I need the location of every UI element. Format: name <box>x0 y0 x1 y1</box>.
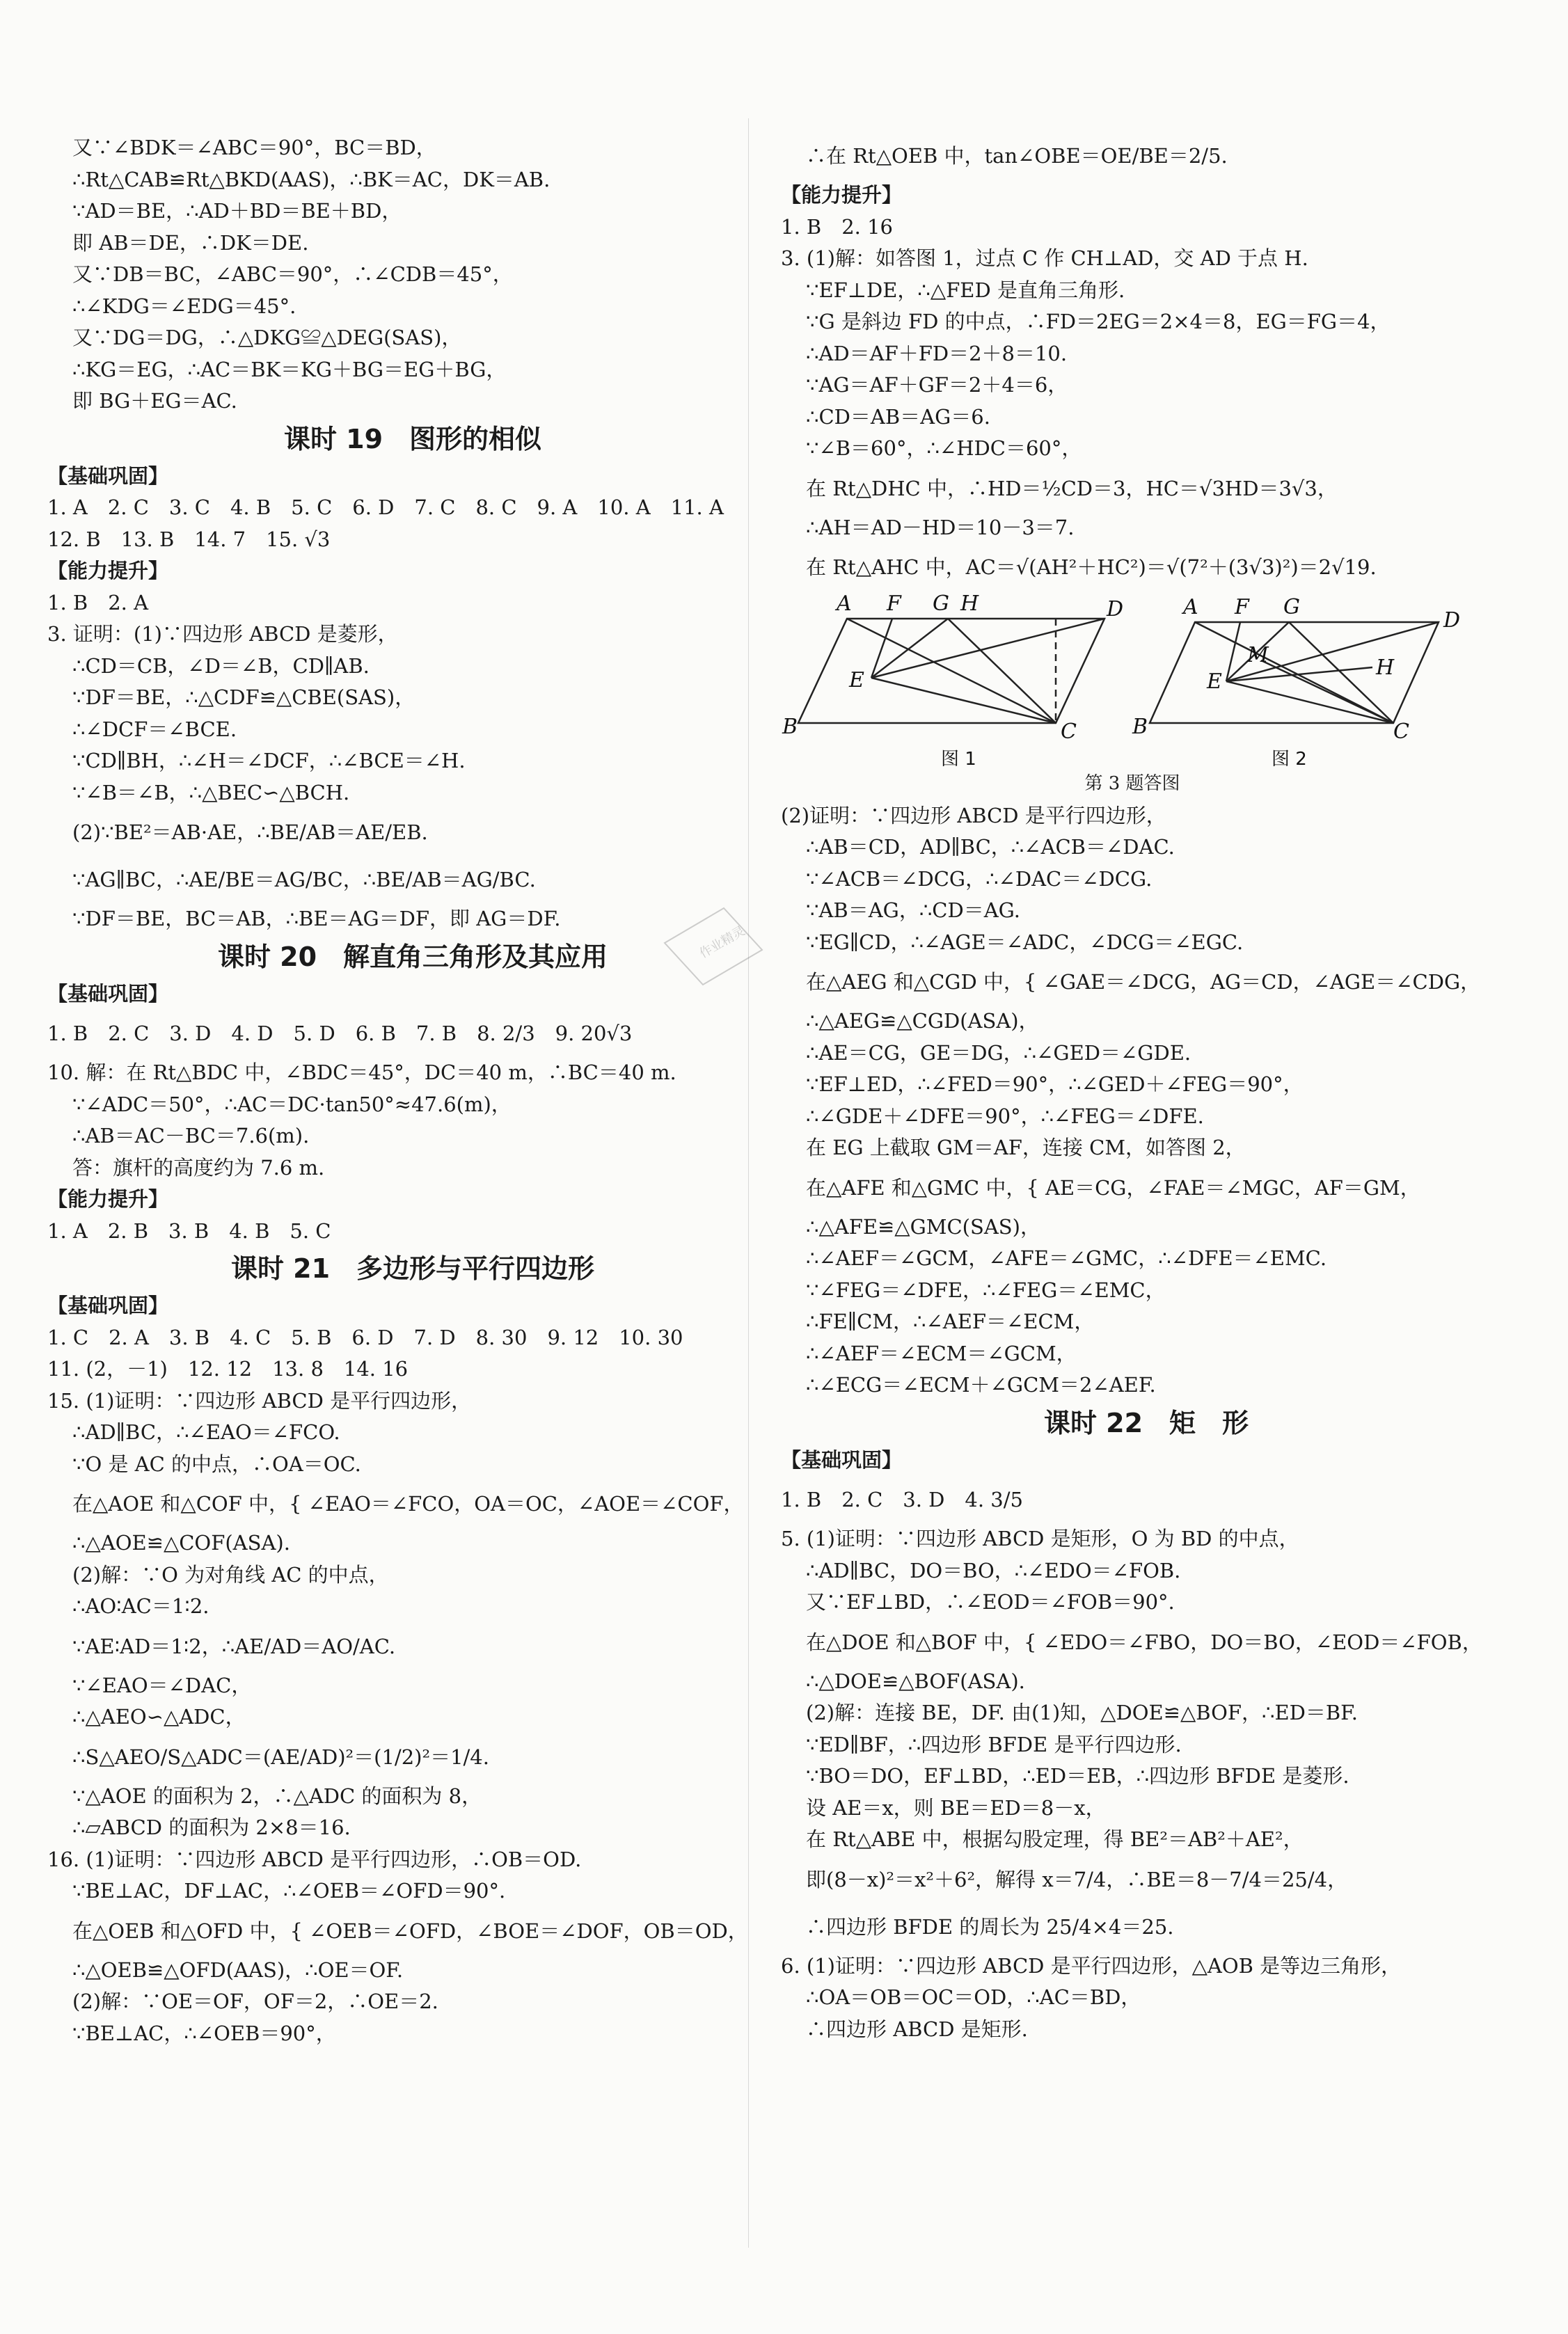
answer-row: 11. (2，－1) 12. 12 13. 8 14. 16 <box>47 1357 409 1381</box>
text-line: ∴Rt△CAB≌Rt△BKD(AAS)，∴BK＝AC，DK＝AB. <box>72 167 551 191</box>
text-line: 在△OEB 和△OFD 中，{ ∠OEB＝∠OFD，∠BOE＝∠DOF，OB＝OD， <box>72 1919 748 1943</box>
left-column <box>47 132 750 2049</box>
fig1-label: E <box>849 668 864 692</box>
text-line: ∴∠KDG＝∠EDG＝45°. <box>72 294 296 318</box>
text-line: ∵AB＝AG，∴CD＝AG. <box>806 898 1020 922</box>
text-line: ∴∠AEF＝∠GCM，∠AFE＝∠GMC，∴∠DFE＝∠EMC. <box>806 1246 1327 1270</box>
text-line: ∵BE⊥AC，∴∠OEB＝90°， <box>72 2021 336 2045</box>
fig2-label: C <box>1393 720 1409 744</box>
text-line: ∵∠B＝∠B，∴△BEC∽△BCH. <box>72 780 350 804</box>
answer-row: 1. A 2. C 3. C 4. B 5. C 6. D 7. C 8. C 9. A 10. A 11. A <box>47 495 724 519</box>
answer-figure-group <box>781 591 1484 768</box>
text-line: 在 Rt△AHC 中，AC＝√(AH²＋HC²)＝√(7²＋(3√3)²)＝2√19. <box>806 555 1377 579</box>
text-line: 又∵∠BDK＝∠ABC＝90°，BC＝BD， <box>72 136 436 159</box>
fig1-label: A <box>837 592 852 616</box>
fig2-label: M <box>1247 643 1269 667</box>
text-line: 10. 解：在 Rt△BDC 中，∠BDC＝45°，DC＝40 m，∴BC＝40 m. <box>47 1061 676 1084</box>
text-line: ∵EF⊥DE，∴△FED 是直角三角形. <box>806 278 1125 302</box>
fig2-label: B <box>1132 715 1148 739</box>
text-line: ∴AD∥BC，DO＝BO，∴∠EDO＝∠FOB. <box>806 1558 1181 1582</box>
text-line: 在△AOE 和△COF 中，{ ∠EAO＝∠FCO，OA＝OC，∠AOE＝∠COF， <box>72 1492 744 1516</box>
text-line: ∴∠GDE＋∠DFE＝90°，∴∠FEG＝∠DFE. <box>806 1104 1204 1128</box>
text-line: 3. 证明：(1)∵四边形 ABCD 是菱形， <box>47 622 398 646</box>
text-line: ∴OA＝OB＝OC＝OD，∴AC＝BD， <box>806 1985 1141 2009</box>
text-line: 即 BG＋EG＝AC. <box>72 389 237 413</box>
text-line: ∴AB＝CD，AD∥BC，∴∠ACB＝∠DAC. <box>806 835 1175 859</box>
text-line: ∴S△AEO/S△ADC＝(AE/AD)²＝(1/2)²＝1/4. <box>72 1745 489 1769</box>
fig2-label: E <box>1207 669 1222 694</box>
text-line: ∴△AEG≌△CGD(ASA)， <box>806 1009 1039 1033</box>
section-header: 【基础巩固】 <box>781 1447 903 1472</box>
section-header: 【基础巩固】 <box>47 981 169 1006</box>
text-line: ∵O 是 AC 的中点，∴OA＝OC. <box>72 1452 361 1476</box>
stamp-text: 作业精灵 <box>697 923 748 962</box>
text-line: ∴∠AEF＝∠ECM＝∠GCM， <box>806 1341 1077 1365</box>
text-line: ∴CD＝AB＝AG＝6. <box>806 404 990 429</box>
lesson-title: 课时 19 图形的相似 <box>283 423 542 454</box>
text-line: ∴FE∥CM，∴∠AEF＝∠ECM， <box>806 1310 1095 1333</box>
fig1-label: G <box>933 592 949 616</box>
figure-group-caption: 第 3 题答图 <box>1084 773 1180 794</box>
lesson-title: 课时 21 多边形与平行四边形 <box>230 1253 595 1284</box>
text-line: ∴AD＝AF＋FD＝2＋8＝10. <box>806 341 1068 365</box>
answer-row: 1. B 2. A <box>47 590 149 614</box>
text-line: (2)证明：∵四边形 ABCD 是平行四边形， <box>781 803 1166 827</box>
text-line: ∴AB＝AC－BC＝7.6(m). <box>72 1124 310 1148</box>
text-line: 又∵DG＝DG，∴△DKG≌△DEG(SAS)， <box>72 326 462 349</box>
fig1-label: C <box>1061 720 1077 744</box>
fig2-label: G <box>1283 595 1300 619</box>
answer-row: 1. B 2. C 3. D 4. 3/5 <box>781 1488 1023 1511</box>
text-line: (2)解：∵OE＝OF，OF＝2，∴OE＝2. <box>72 1990 438 2013</box>
fig2-label: H <box>1376 656 1395 680</box>
text-line: 在 EG 上截取 GM＝AF，连接 CM，如答图 2， <box>806 1136 1246 1159</box>
answer-row: 1. C 2. A 3. B 4. C 5. B 6. D 7. D 8. 30 9. 12 10. 30 <box>47 1325 683 1349</box>
text-line: (2)∵BE²＝AB·AE，∴BE/AB＝AE/EB. <box>72 820 428 844</box>
text-line: ∵BO＝DO，EF⊥BD，∴ED＝EB，∴四边形 BFDE 是菱形. <box>806 1764 1349 1788</box>
fig1-label: D <box>1107 597 1124 621</box>
section-header: 【基础巩固】 <box>47 1294 169 1317</box>
text-line: 3. (1)解：如答图 1，过点 C 作 CH⊥AD，交 AD 于点 H. <box>781 246 1308 270</box>
text-line: ∵EF⊥ED，∴∠FED＝90°，∴∠GED＋∠FEG＝90°， <box>806 1072 1304 1096</box>
text-line: 在△AEG 和△CGD 中，{ ∠GAE＝∠DCG，AG＝CD，∠AGE＝∠CDG， <box>806 970 1481 994</box>
geometry-figures <box>781 591 1477 768</box>
answer-row: 1. B 2. C 3. D 4. D 5. D 6. B 7. B 8. 2/3 9. 20√3 <box>47 1022 633 1045</box>
right-column <box>781 132 1484 2045</box>
text-line: (2)解：∵O 为对角线 AC 的中点， <box>72 1562 389 1587</box>
fig2-label: A <box>1183 595 1198 619</box>
figure-caption: 图 2 <box>1272 749 1307 768</box>
text-line: 在△AFE 和△GMC 中，{ AE＝CG，∠FAE＝∠MGC，AF＝GM， <box>806 1175 1420 1200</box>
text-line: ∴四边形 ABCD 是矩形. <box>806 2017 1028 2041</box>
text-line: 15. (1)证明：∵四边形 ABCD 是平行四边形， <box>47 1388 472 1413</box>
answer-row: 1. B 2. 16 <box>781 214 893 239</box>
text-line: 即 AB＝DE，∴DK＝DE. <box>72 230 309 255</box>
text-line: ∴AE＝CG，GE＝DG，∴∠GED＝∠GDE. <box>806 1040 1191 1065</box>
text-line: 5. (1)证明：∵四边形 ABCD 是矩形，O 为 BD 的中点， <box>781 1527 1299 1550</box>
text-line: ∵AG∥BC，∴AE/BE＝AG/BC，∴BE/AB＝AG/BC. <box>72 868 536 891</box>
text-line: ∵BE⊥AC，DF⊥AC，∴∠OEB＝∠OFD＝90°. <box>72 1879 506 1903</box>
text-line: ∵AE∶AD＝1∶2，∴AE/AD＝AO/AC. <box>72 1634 396 1658</box>
text-line: ∴▱ABCD 的面积为 2×8＝16. <box>72 1816 351 1839</box>
section-header: 【基础巩固】 <box>47 463 169 488</box>
text-line: ∵ED∥BF，∴四边形 BFDE 是平行四边形. <box>806 1732 1182 1756</box>
text-line: ∴四边形 BFDE 的周长为 25/4×4＝25. <box>806 1914 1174 1939</box>
text-line: ∴△AOE≌△COF(ASA). <box>72 1531 290 1555</box>
text-line: ∵∠ADC＝50°，∴AC＝DC·tan50°≈47.6(m)， <box>72 1092 512 1116</box>
text-line: ∵EG∥CD，∴∠AGE＝∠ADC，∠DCG＝∠EGC. <box>806 930 1244 954</box>
text-line: ∴AO∶AC＝1∶2. <box>72 1594 209 1618</box>
text-line: ∵DF＝BE，∴△CDF≌△CBE(SAS)， <box>72 685 415 709</box>
text-line: ∴△OEB≌△OFD(AAS)，∴OE＝OF. <box>72 1958 404 1982</box>
text-line: ∵DF＝BE，BC＝AB，∴BE＝AG＝DF，即 AG＝DF. <box>72 907 561 930</box>
text-line: ∵G 是斜边 FD 的中点，∴FD＝2EG＝2×4＝8，EG＝FG＝4， <box>806 310 1391 333</box>
fig2-label: F <box>1235 595 1249 619</box>
watermark-stamp <box>658 901 773 992</box>
text-line: ∵△AOE 的面积为 2，∴△ADC 的面积为 8， <box>72 1784 482 1808</box>
figure-caption: 图 1 <box>941 749 976 768</box>
text-line: 在 Rt△DHC 中，∴HD＝½CD＝3，HC＝√3HD＝3√3， <box>806 476 1338 500</box>
text-line: 设 AE＝x，则 BE＝ED＝8－x， <box>806 1795 1106 1820</box>
text-line: 又∵EF⊥BD，∴∠EOD＝∠FOB＝90°. <box>806 1590 1175 1614</box>
text-line: ∴CD＝CB，∠D＝∠B，CD∥AB. <box>72 653 370 678</box>
text-line: 在 Rt△ABE 中，根据勾股定理，得 BE²＝AB²＋AE²， <box>806 1827 1304 1851</box>
text-line: ∴AD∥BC，∴∠EAO＝∠FCO. <box>72 1420 340 1444</box>
text-line: ∴∠DCF＝∠BCE. <box>72 717 237 741</box>
text-line: ∵∠ACB＝∠DCG，∴∠DAC＝∠DCG. <box>806 866 1153 891</box>
text-line: 6. (1)证明：∵四边形 ABCD 是平行四边形，△AOB 是等边三角形， <box>781 1953 1402 1978</box>
text-line: (2)解：连接 BE，DF. 由(1)知，△DOE≌△BOF，∴ED＝BF. <box>806 1701 1358 1724</box>
text-line: 即(8－x)²＝x²＋6²，解得 x＝7/4，∴BE＝8－7/4＝25/4， <box>806 1867 1348 1891</box>
answer-row: 1. A 2. B 3. B 4. B 5. C <box>47 1218 331 1243</box>
section-header: 【能力提升】 <box>47 1187 169 1211</box>
section-header: 【能力提升】 <box>47 559 169 582</box>
text-line: ∴AH＝AD－HD＝10－3＝7. <box>806 515 1075 539</box>
text-line: ∵∠EAO＝∠DAC， <box>72 1673 252 1697</box>
text-line: ∴△DOE≌△BOF(ASA). <box>806 1669 1025 1693</box>
text-line: 又∵DB＝BC，∠ABC＝90°，∴∠CDB＝45°， <box>72 262 513 286</box>
text-line: ∴在 Rt△OEB 中，tan∠OBE＝OE/BE＝2/5. <box>806 144 1228 168</box>
text-line: ∴∠ECG＝∠ECM＋∠GCM＝2∠AEF. <box>806 1373 1156 1397</box>
section-header: 【能力提升】 <box>781 183 903 207</box>
text-line: ∴△AFE≌△GMC(SAS)， <box>806 1214 1040 1239</box>
fig1-label: F <box>887 592 901 616</box>
text-line: ∴△AEO∽△ADC， <box>72 1705 246 1729</box>
lesson-title: 课时 20 解直角三角形及其应用 <box>217 941 608 972</box>
fig1-label: B <box>782 715 798 739</box>
text-line: 16. (1)证明：∵四边形 ABCD 是平行四边形，∴OB＝OD. <box>47 1847 582 1871</box>
lesson-title: 课时 22 矩 形 <box>1043 1407 1249 1438</box>
text-line: ∵AD＝BE，∴AD＋BD＝BE＋BD， <box>72 199 402 223</box>
text-line: ∵CD∥BH，∴∠H＝∠DCF，∴∠BCE＝∠H. <box>72 749 466 772</box>
text-line: 在△DOE 和△BOF 中，{ ∠EDO＝∠FBO，DO＝BO，∠EOD＝∠FOB， <box>806 1630 1482 1654</box>
text-line: ∴KG＝EG，∴AC＝BK＝KG＋BG＝EG＋BG， <box>72 357 507 381</box>
fig1-label: H <box>960 592 979 616</box>
text-line: ∵∠B＝60°，∴∠HDC＝60°， <box>806 436 1082 460</box>
fig2-label: D <box>1443 608 1461 633</box>
text-line: 答：旗杆的高度约为 7.6 m. <box>72 1155 325 1180</box>
text-line: ∵∠FEG＝∠DFE，∴∠FEG＝∠EMC， <box>806 1278 1166 1302</box>
text-line: ∵AG＝AF＋GF＝2＋4＝6， <box>806 373 1068 397</box>
answer-row: 12. B 13. B 14. 7 15. √3 <box>47 527 331 551</box>
